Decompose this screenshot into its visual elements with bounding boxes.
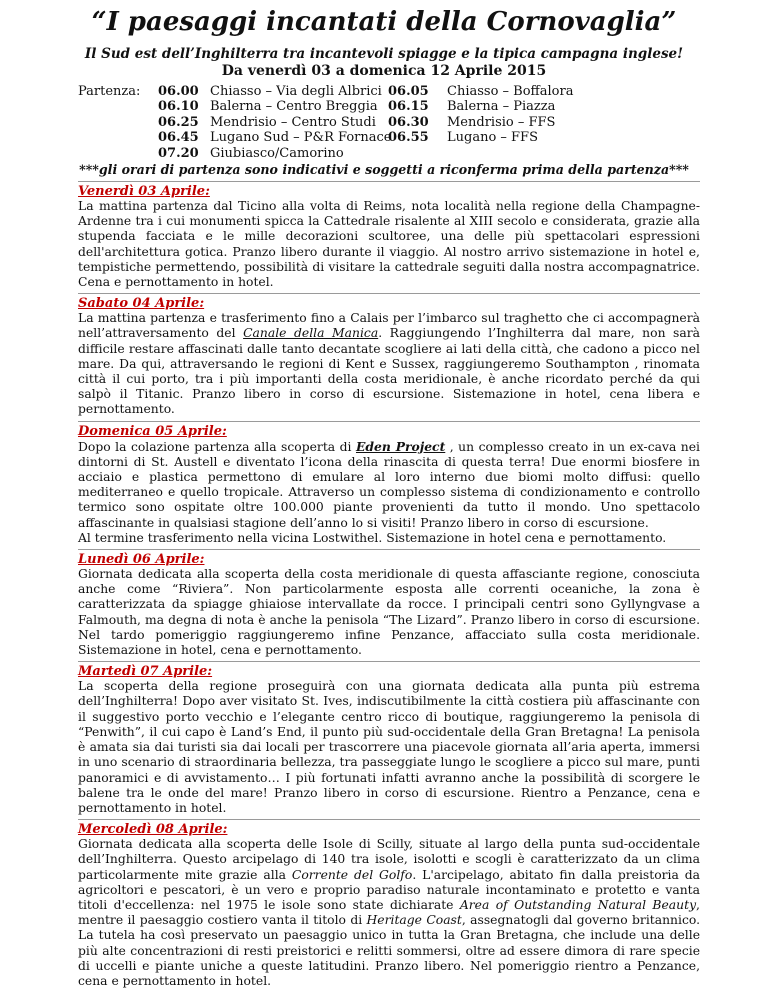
day-section	[78, 181, 700, 290]
left-departure-time-3: 06.45	[158, 130, 199, 146]
day-description	[78, 439, 700, 546]
left-departure-time-4: 07.20	[158, 145, 199, 161]
left-departure-time-1: 06.10	[158, 99, 199, 115]
departure-label: Partenza:	[78, 84, 141, 99]
right-departure-time-3: 06.55	[388, 130, 429, 146]
schedule-note: ***gli orari di partenza sono indicativi e soggetti a riconferma prima della partenza***	[79, 162, 689, 177]
text-run: Dopo la colazione partenza alla scoperta di	[78, 439, 356, 454]
day-section	[78, 661, 700, 816]
text-run: La mattina partenza dal Ticino alla volta di Reims, nota località nella regione della Champagne-Ardenne tra i cui monumenti spicca la Cattedrale risalente al XIII secolo e considerata, grazie alla stupenda facciata e le mille decorazioni scultoree, una delle più spettacolari espressioni dell'architettura gotica. Pranzo libero durante il viaggio. Al nostro arrivo sistemazione in hotel e, tempistiche permettendo, possibilità di visitare la cattedrale seguiti dalla nostra accompagnatrice. Cena e pernottamento in hotel.	[78, 199, 700, 290]
text-run: Corrente del Golfo	[291, 867, 413, 882]
page-subtitle: Il Sud est dell’Inghilterra tra incantevoli spiagge e la tipica campagna inglese!	[84, 46, 684, 62]
text-run: Al termine trasferimento nella vicina Lostwithel. Sistemazione in hotel cena e pernottamento.	[78, 530, 667, 545]
left-departure-time-0: 06.00	[158, 84, 199, 99]
departure-places-right	[447, 84, 573, 146]
section-divider	[78, 421, 700, 422]
text-run: Area of Outstanding Natural Beauty	[459, 897, 697, 912]
departure-places-left	[210, 84, 391, 161]
text-run: Eden Project	[355, 438, 446, 454]
text-run: . L'arcipelago, abitato fin dalla preistoria da agricoltori e pescatori, è un vero e proprio paradiso naturale incontaminato e protetto e vanta titoli d'eccellenza: nel 1975 le isole sono state dichiarate	[78, 867, 700, 912]
departure-times-right	[388, 84, 429, 146]
text-run: La mattina partenza e trasferimento fino a Calais per l’imbarco sul traghetto che ci accompagnerà nell’attraversamento del	[78, 311, 700, 341]
right-departure-place-1: Balerna – Piazza	[447, 99, 556, 115]
text-run: Giornata dedicata alla scoperta delle Isole di Scilly, situate al largo della punta sud-occidentale dell’Inghilterra. Questo arcipelago di 140 tra isole, isolotti e scogli è caratterizzato da un clima particolarmente mite grazie alla	[78, 837, 700, 882]
day-section	[78, 819, 700, 989]
day-description	[78, 199, 700, 290]
text-run: Canale della Manica	[243, 326, 379, 341]
text-run: La scoperta della regione proseguirà con una giornata dedicata alla punta più estrema dell’Inghilterra! Dopo aver visitato St. Ives, indiscutibilmente la città costiera più affascinante con il suggestivo porto vecchio e l’elegante centro ricco di boutique, raggiungeremo la penisola di “Penwith”, il cui capo è Land’s End, il punto più sud-occidentale della Gran Bretagna! La penisola è amata sia dai turisti sia dai locali per trascorrere una piacevole giornata all’aria aperta, immersi in uno scenario di straordinaria bellezza, tra passeggiate lungo le scogliere a picco sul mare, punti panoramici e di avvistamento… I più fortunati infatti avranno anche la possibilità di scorgere le balene tra le onde del mare! Pranzo libero in corso di escursione. Rientro a Penzance, cena e pernottamento in hotel.	[78, 679, 700, 815]
section-divider	[78, 181, 700, 182]
text-run: Heritage Coast	[366, 913, 462, 928]
right-departure-time-2: 06.30	[388, 114, 429, 130]
left-departure-place-2: Mendrisio – Centro Studi	[210, 114, 376, 130]
section-divider	[78, 549, 700, 550]
day-title: Domenica 05 Aprile:	[78, 423, 227, 439]
page-title: “I paesaggi incantati della Cornovaglia”	[91, 7, 677, 37]
section-divider	[78, 819, 700, 820]
trip-dates: Da venerdì 03 a domenica 12 Aprile 2015	[221, 63, 547, 79]
day-title: Mercoledì 08 Aprile:	[78, 822, 228, 838]
text-run: . Raggiungendo l’Inghilterra dal mare, non sarà difficile restare affascinati dalle tanto decantate scogliere ai lati della città, che cadono a picco nel mare. Da qui, attraversando le regioni di Kent e Sussex, raggiungeremo Southampton , rinomata città il cui porto, tra i più importanti della costa meridionale, è anche ricordato perché da qui salpò il Titanic. Pranzo libero in corso di escursione. Sistemazione in hotel, cena libera e pernottamento.	[78, 326, 701, 417]
text-run: , mentre il paesaggio costiero vanta il titolo di	[78, 897, 700, 928]
left-departure-place-1: Balerna – Centro Breggia	[210, 99, 378, 115]
day-section	[78, 293, 700, 417]
text-run: , un complesso creato in un ex-cava nei dintorni di St. Austell e diventato l’icona della rinascita di questa terra! Due enormi biosfere in acciaio e plastica permettono di emulare al loro interno due biomi molto diffusi: quello mediterraneo e quello tropicale. Attraverso un complesso sistema di condizionamento e controllo termico sono ospitate oltre 100.000 piante provenienti da tutto il mondo. Uno spettacolo affascinante in qualsiasi stagione dell’anno lo si visiti! Pranzo libero in corso di escursione.	[78, 439, 700, 530]
day-title: Venerdì 03 Aprile:	[78, 184, 210, 199]
right-departure-place-2: Mendrisio – FFS	[447, 114, 556, 130]
day-section	[78, 421, 700, 546]
text-run: , assegnatogli dal governo britannico. La tutela ha così preservato un paesaggio unico in tutta la Gran Bretagna, che include una delle più alte concentrazioni di resti preistorici e relitti sommersi, oltre ad essere dimora di rare specie di uccelli e piante uniche a queste latitudini. Pranzo libero. Nel pomeriggio rientro a Penzance, cena e pernottamento in hotel.	[78, 913, 700, 988]
day-section	[78, 549, 700, 658]
right-departure-place-0: Chiasso – Boffalora	[447, 84, 574, 99]
itinerary	[78, 181, 700, 992]
left-departure-place-4: Giubiasco/Camorino	[210, 145, 344, 161]
right-departure-time-1: 06.15	[388, 99, 429, 115]
right-departure-time-0: 06.05	[388, 84, 429, 99]
day-description	[78, 311, 700, 417]
day-title: Sabato 04 Aprile:	[78, 296, 205, 312]
day-description	[78, 567, 700, 658]
day-description	[78, 837, 700, 989]
day-description	[78, 679, 700, 816]
left-departure-place-3: Lugano Sud – P&R Fornace	[210, 130, 392, 146]
departure-times-left	[158, 84, 199, 161]
right-departure-place-3: Lugano – FFS	[447, 130, 538, 146]
left-departure-place-0: Chiasso – Via degli Albrici	[210, 84, 382, 99]
text-run: Giornata dedicata alla scoperta della costa meridionale di questa affasciante regione, conosciuta anche come “Riviera”. Non particolarmente esposta alle correnti oceaniche, la zona è caratterizzata da spiagge ghiaiose intervallate da rocce. I principali centri sono Gyllyngvase a Falmouth, ma degna di nota è anche la penisola “The Lizard”. Pranzo libero in corso di escursione. Nel tardo pomeriggio raggiungeremo infine Penzance, affacciato sulla costa meridionale. Sistemazione in hotel, cena e pernottamento.	[78, 567, 700, 658]
left-departure-time-2: 06.25	[158, 114, 199, 130]
section-divider	[78, 661, 700, 662]
day-title: Lunedì 06 Aprile:	[78, 552, 205, 568]
section-divider	[78, 293, 700, 294]
day-title: Martedì 07 Aprile:	[78, 664, 213, 680]
